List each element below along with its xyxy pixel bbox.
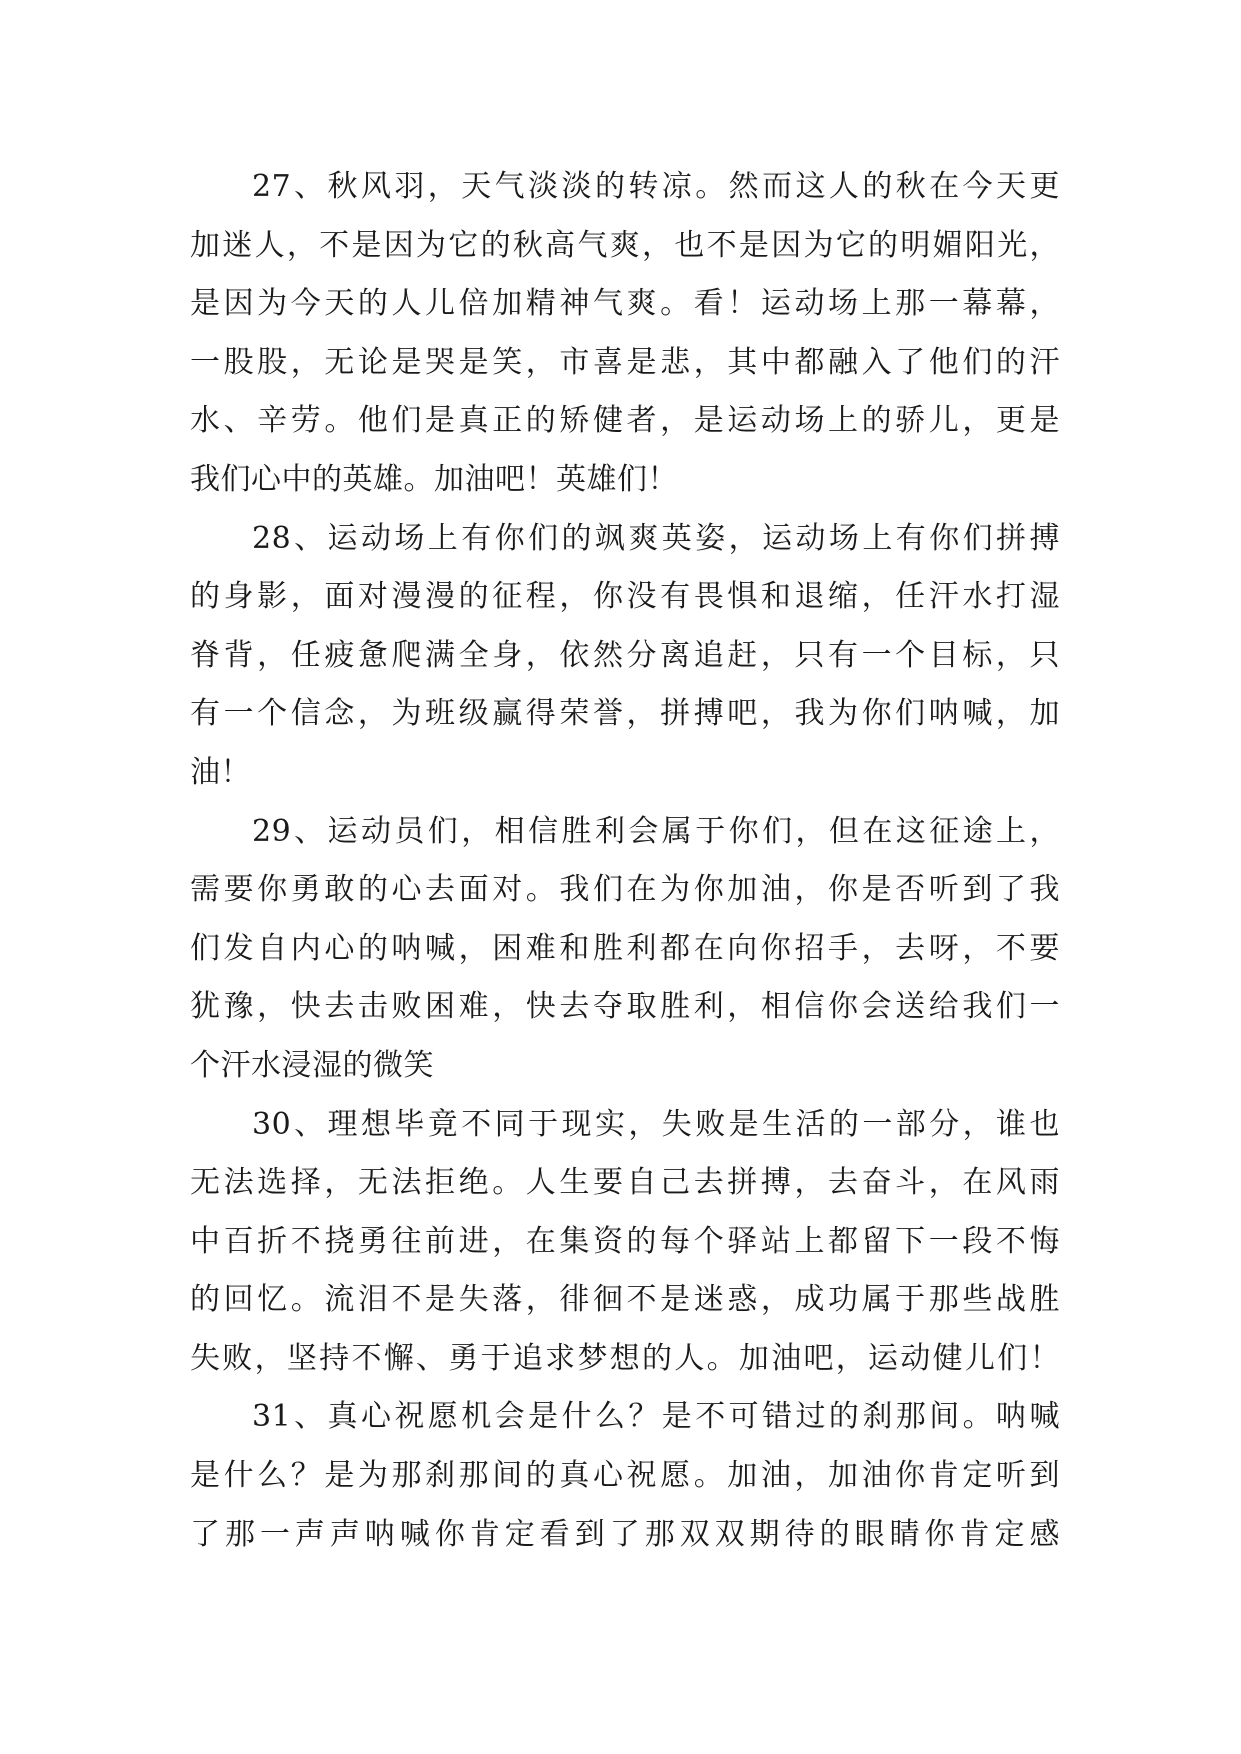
- text-line: 失败，坚持不懈、勇于追求梦想的人。加油吧，运动健儿们！: [190, 1340, 1060, 1376]
- text-line: 水、辛劳。他们是真正的矫健者，是运动场上的骄儿，更是: [190, 403, 1060, 439]
- text-line: 油！: [190, 754, 251, 790]
- text-line: 是因为今天的人儿倍加精神气爽。看！运动场上那一幕幕，: [190, 286, 1060, 322]
- text-line: 的回忆。流泪不是失落，徘徊不是迷惑，成功属于那些战胜: [190, 1282, 1060, 1318]
- text-line: 的身影，面对漫漫的征程，你没有畏惧和退缩，任汗水打湿: [190, 579, 1060, 615]
- text-line: 们发自内心的呐喊，困难和胜利都在向你招手，去呀，不要: [190, 930, 1060, 966]
- text-line: 中百折不挠勇往前进，在集资的每个驿站上都留下一段不悔: [190, 1223, 1060, 1259]
- text-line: 个汗水浸湿的微笑: [190, 1047, 434, 1083]
- paragraph-30: [190, 1096, 1060, 1389]
- text-line: 一股股，无论是哭是笑，市喜是悲，其中都融入了他们的汗: [190, 344, 1060, 380]
- text-line: 了那一声声呐喊你肯定看到了那双双期待的眼睛你肯定感: [190, 1516, 1060, 1552]
- paragraph-31: [190, 1388, 1060, 1564]
- paragraph-28: [190, 510, 1060, 803]
- text-line: 29、运动员们，相信胜利会属于你们，但在这征途上，: [252, 813, 1060, 849]
- text-line: 需要你勇敢的心去面对。我们在为你加油，你是否听到了我: [190, 872, 1060, 908]
- paragraph-27: [190, 158, 1060, 510]
- text-line: 30、理想毕竟不同于现实，失败是生活的一部分，谁也: [252, 1106, 1060, 1142]
- paragraph-29: [190, 803, 1060, 1096]
- text-line: 31、真心祝愿机会是什么？是不可错过的刹那间。呐喊: [252, 1399, 1060, 1435]
- text-line: 无法选择，无法拒绝。人生要自己去拼搏，去奋斗，在风雨: [190, 1165, 1060, 1201]
- text-line: 我们心中的英雄。加油吧！英雄们！: [190, 461, 678, 497]
- text-line: 是什么？是为那刹那间的真心祝愿。加油，加油你肯定听到: [190, 1458, 1060, 1494]
- text-line: 脊背，任疲惫爬满全身，依然分离追赶，只有一个目标，只: [190, 637, 1060, 673]
- text-line: 27、秋风羽，天气淡淡的转凉。然而这人的秋在今天更: [252, 169, 1060, 204]
- document-body: [190, 158, 1060, 1564]
- text-line: 有一个信念，为班级赢得荣誉，拼搏吧，我为你们呐喊，加: [190, 696, 1060, 732]
- text-line: 犹豫，快去击败困难，快去夺取胜利，相信你会送给我们一: [190, 989, 1060, 1025]
- text-line: 加迷人，不是因为它的秋高气爽，也不是因为它的明媚阳光，: [190, 227, 1060, 263]
- text-line: 28、运动场上有你们的飒爽英姿，运动场上有你们拼搏: [252, 520, 1060, 556]
